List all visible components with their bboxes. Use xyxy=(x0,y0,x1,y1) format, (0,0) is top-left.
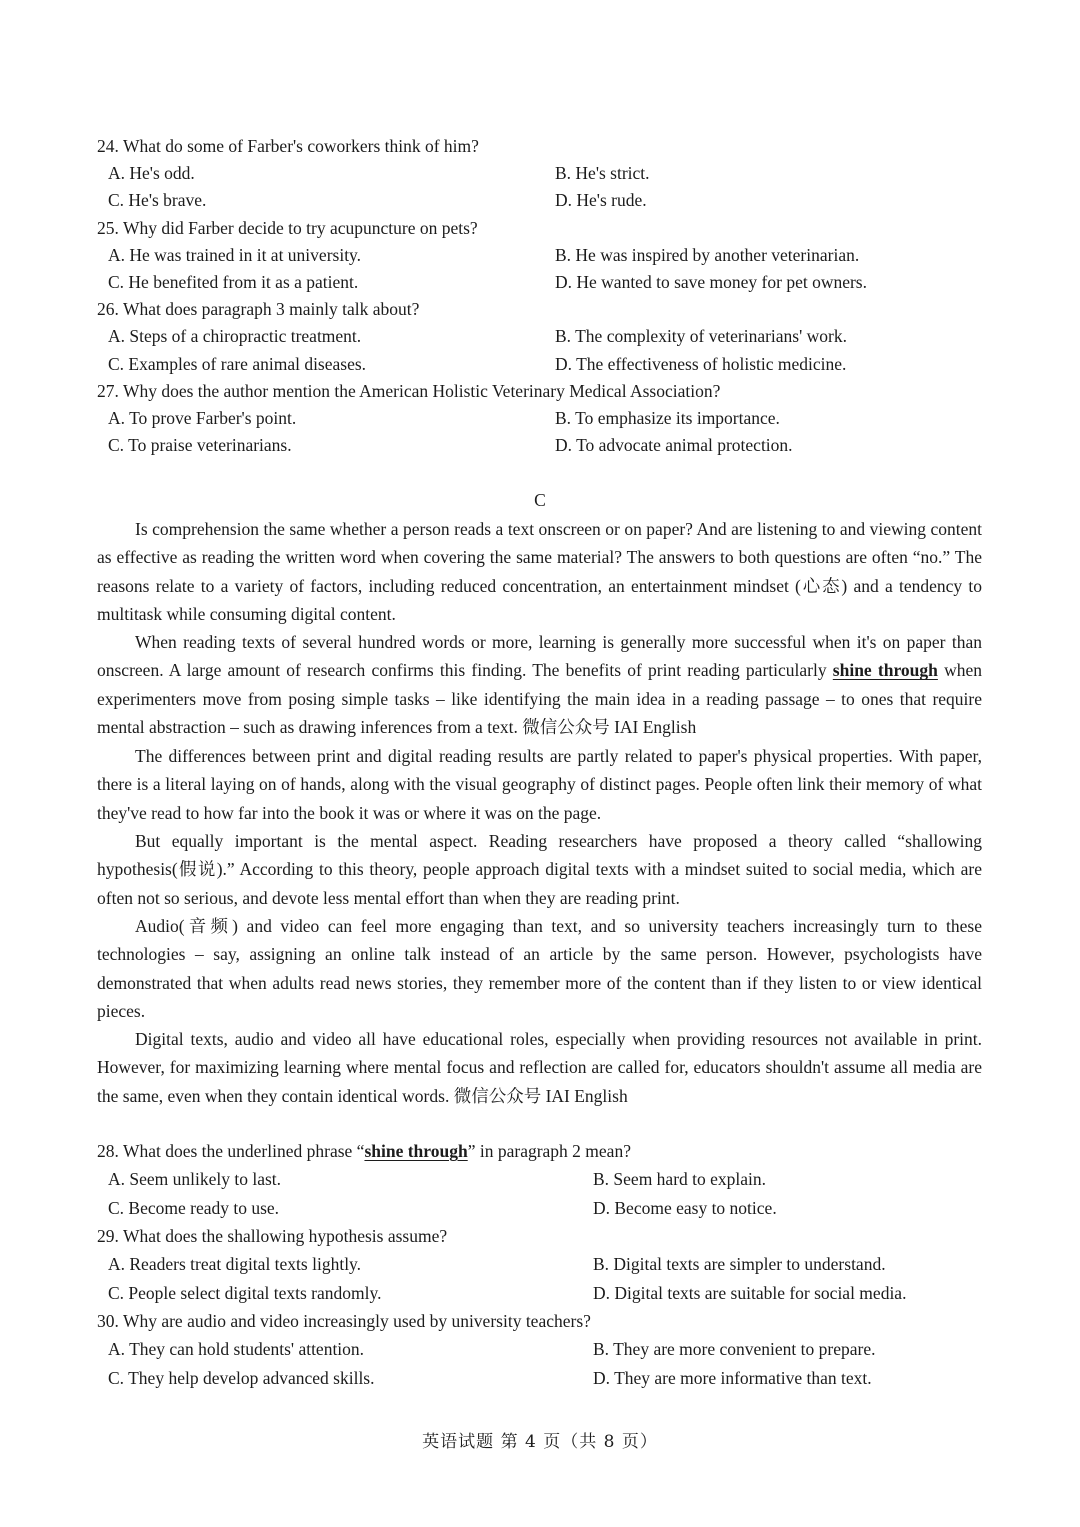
q26-option-c: C. Examples of rare animal diseases. xyxy=(108,354,367,374)
q28-option-a: A. Seem unlikely to last. xyxy=(108,1169,282,1189)
question-25-stem: 25. Why did Farber decide to try acupuncture on pets? xyxy=(97,218,478,238)
q25-option-c: C. He benefited from it as a patient. xyxy=(108,272,359,292)
q30-option-d: D. They are more informative than text. xyxy=(593,1368,872,1388)
section-c-heading: C xyxy=(534,490,546,510)
question-26-stem: 26. What does paragraph 3 mainly talk about? xyxy=(97,299,420,319)
question-underlined-phrase: shine through xyxy=(364,1141,468,1161)
q24-option-a: A. He's odd. xyxy=(108,163,195,183)
passage-paragraph-4: But equally important is the mental aspect. Reading researchers have proposed a theory called “shallowing hypothesis(假说).” According to this theory, people approach digital texts with a mindset suited to social media, which are often not so serious, and devote less mental effort than when they are reading print. xyxy=(97,831,982,908)
q26-option-d: D. The effectiveness of holistic medicine. xyxy=(555,354,847,374)
q29-option-a: A. Readers treat digital texts lightly. xyxy=(108,1254,362,1274)
q30-option-a: A. They can hold students' attention. xyxy=(108,1339,365,1359)
q25-option-d: D. He wanted to save money for pet owners. xyxy=(555,272,867,292)
passage-paragraph-1: Is comprehension the same whether a person reads a text onscreen or on paper? And are listening to and viewing content as effective as reading the written word when covering the same material? The answers to both questions are often “no.” The reasons relate to a variety of factors, including reduced concentration, an entertainment mindset (心态) and a tendency to multitask while consuming digital content. xyxy=(97,519,982,625)
q28-option-b: B. Seem hard to explain. xyxy=(593,1169,767,1189)
question-27-stem: 27. Why does the author mention the American Holistic Veterinary Medical Association? xyxy=(97,381,721,401)
question-29-stem: 29. What does the shallowing hypothesis assume? xyxy=(97,1226,448,1246)
question-28-stem: 28. What does the underlined phrase “shine through” in paragraph 2 mean? xyxy=(97,1141,631,1161)
q30-option-c: C. They help develop advanced skills. xyxy=(108,1368,375,1388)
q27-option-b: B. To emphasize its importance. xyxy=(555,408,780,428)
q26-option-b: B. The complexity of veterinarians' work. xyxy=(555,326,847,346)
q25-option-b: B. He was inspired by another veterinarian. xyxy=(555,245,860,265)
question-24-stem: 24. What do some of Farber's coworkers think of him? xyxy=(97,136,479,156)
underlined-phrase: shine through xyxy=(832,660,938,681)
q25-option-a: A. He was trained in it at university. xyxy=(108,245,362,265)
q29-option-d: D. Digital texts are suitable for social media. xyxy=(593,1283,907,1303)
q29-option-c: C. People select digital texts randomly. xyxy=(108,1283,382,1303)
q24-option-b: B. He's strict. xyxy=(555,163,650,183)
q24-option-c: C. He's brave. xyxy=(108,190,207,210)
q27-option-d: D. To advocate animal protection. xyxy=(555,435,793,455)
q28-option-d: D. Become easy to notice. xyxy=(593,1198,777,1218)
q28-option-c: C. Become ready to use. xyxy=(108,1198,280,1218)
q30-option-b: B. They are more convenient to prepare. xyxy=(593,1339,876,1359)
q29-option-b: B. Digital texts are simpler to understand. xyxy=(593,1254,886,1274)
question-30-stem: 30. Why are audio and video increasingly used by university teachers? xyxy=(97,1311,591,1331)
q27-option-a: A. To prove Farber's point. xyxy=(108,408,297,428)
passage-paragraph-5: Audio(音频) and video can feel more engaging than text, and so university teachers increasingly turn to these technologies – say, assigning an online talk instead of an article by the same person. However, psychologists have demonstrated that when adults read news stories, they remember more of the content than if they listen to or view identical pieces. xyxy=(97,916,982,1022)
q27-option-c: C. To praise veterinarians. xyxy=(108,435,292,455)
passage-paragraph-2: When reading texts of several hundred words or more, learning is generally more successful when it's on paper than onscreen. A large amount of research confirms this finding. The benefits of print reading particularly shine through when experimenters move from posing simple tasks – like identifying the main idea in a reading passage – to ones that require mental abstraction – such as drawing inferences from a text. 微信公众号 IAI English xyxy=(97,632,982,738)
q24-option-d: D. He's rude. xyxy=(555,190,647,210)
q26-option-a: A. Steps of a chiropractic treatment. xyxy=(108,326,362,346)
passage-paragraph-3: The differences between print and digital reading results are partly related to paper's physical properties. With paper, there is a literal laying on of hands, along with the visual geography of distinct pages. People often link their memory of what they've read to how far into the book it was or where it was on the page. xyxy=(97,746,982,823)
passage-paragraph-6: Digital texts, audio and video all have educational roles, especially when providing resources not available in print. However, for maximizing learning where mental focus and reflection are called for, educators shouldn't assume all media are the same, even when they contain identical words. 微信公众号 IAI English xyxy=(97,1029,982,1106)
page-footer: 英语试题 第 4 页（共 8 页） xyxy=(422,1432,658,1452)
